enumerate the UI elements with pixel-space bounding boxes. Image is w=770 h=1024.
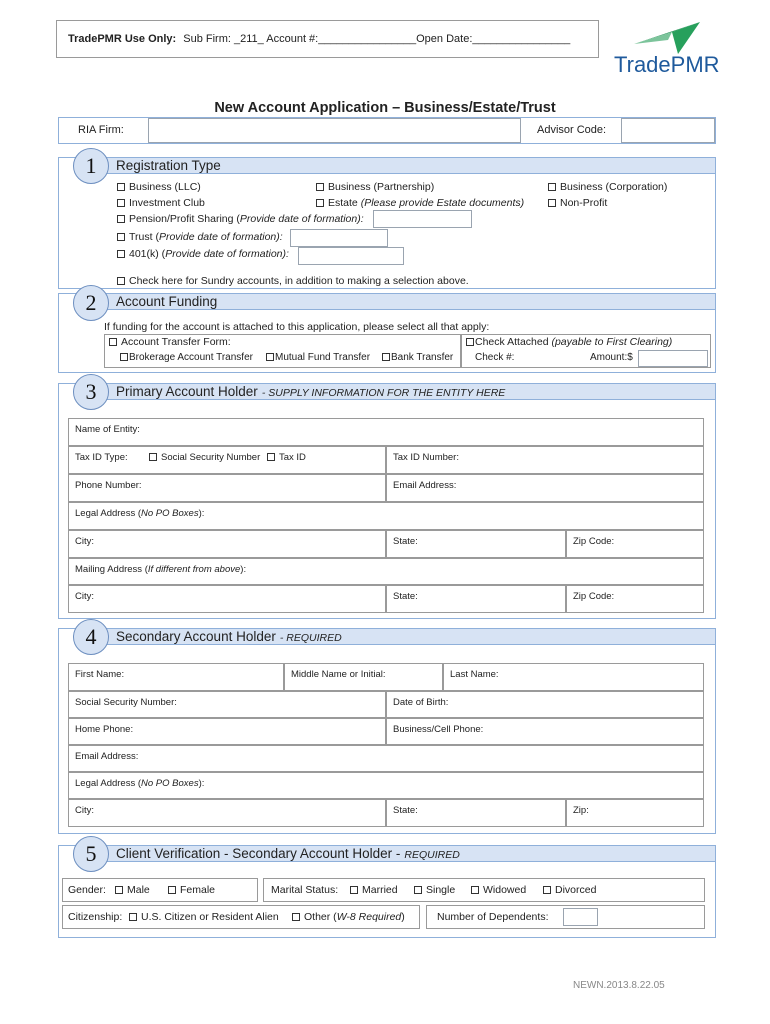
trust-checkbox[interactable]: [117, 233, 125, 241]
sundry-checkbox[interactable]: [117, 277, 125, 285]
logo-pmr: PMR: [670, 52, 720, 77]
sec-ssn-label: Social Security Number:: [75, 697, 177, 708]
city-cell[interactable]: [68, 530, 386, 558]
opt-trust[interactable]: [117, 231, 283, 243]
amount-field[interactable]: [638, 350, 708, 367]
ria-firm-field[interactable]: [148, 118, 521, 143]
sec-ssn-cell[interactable]: [68, 691, 386, 718]
zip-label: Zip Code:: [573, 536, 615, 547]
investment-club-checkbox[interactable]: [117, 199, 125, 207]
state-cell[interactable]: [386, 530, 566, 558]
tax-id-checkbox[interactable]: [267, 453, 275, 461]
opt-llc[interactable]: [117, 181, 201, 193]
opt-pension[interactable]: [117, 213, 364, 225]
sec-zip-label: Zip:: [573, 805, 589, 816]
state-label: State:: [393, 536, 418, 547]
legal-address-end: ):: [198, 508, 205, 519]
opt-other[interactable]: [292, 911, 405, 923]
ria-firm-label: RIA Firm:: [78, 124, 124, 136]
section3-number: 3: [73, 374, 109, 410]
tradepmr-logo-mark: [632, 20, 702, 56]
middle-name-cell[interactable]: [284, 663, 443, 691]
entity-name-label: Name of Entity:: [75, 424, 140, 435]
city2-cell[interactable]: [68, 585, 386, 613]
us-citizen-checkbox[interactable]: [129, 913, 137, 921]
sec-legal-note: No PO Boxes: [141, 778, 199, 789]
male-label: Male: [127, 884, 150, 896]
partnership-label: Business (Partnership): [328, 181, 435, 193]
sec-state-cell[interactable]: [386, 799, 566, 827]
opt-mutual-fund[interactable]: [266, 352, 370, 363]
last-name-cell[interactable]: [443, 663, 704, 691]
section5-title: [116, 846, 460, 861]
k401-note: Provide date of formation):: [165, 248, 289, 260]
tax-id-number-cell[interactable]: [386, 446, 704, 474]
mailing-address-cell[interactable]: [68, 558, 704, 585]
tax-id-type-cell: [68, 446, 386, 474]
amount-label: Amount:$: [590, 352, 633, 363]
sec-legal-address-label: [75, 778, 204, 789]
tax-id-type-label: Tax ID Type:: [75, 452, 128, 463]
sec-zip-cell[interactable]: [566, 799, 704, 827]
llc-label: Business (LLC): [129, 181, 201, 193]
dob-label: Date of Birth:: [393, 697, 449, 708]
opt-corporation[interactable]: [548, 181, 667, 193]
email-label: Email Address:: [393, 480, 457, 491]
opt-check-attached[interactable]: [466, 336, 672, 348]
brokerage-label: Brokerage Account Transfer: [129, 352, 253, 363]
last-name-label: Last Name:: [450, 669, 499, 680]
section1-title: Registration Type: [116, 158, 221, 173]
cell-phone-cell[interactable]: [386, 718, 704, 745]
mailing-address-label: [75, 564, 246, 575]
check-attached-label: Check Attached: [475, 336, 549, 348]
us-citizen-label: U.S. Citizen or Resident Alien: [141, 911, 279, 923]
opt-tax-id[interactable]: [267, 452, 306, 463]
phone-cell[interactable]: [68, 474, 386, 502]
opt-ssn[interactable]: [149, 452, 260, 463]
use-only-label: TradePMR Use Only:: [68, 33, 177, 45]
sundry-label: Check here for Sundry accounts, in addition to making a selection above.: [129, 275, 469, 287]
sub-firm-label: Sub Firm:: [183, 33, 231, 45]
section2-title: Account Funding: [116, 294, 218, 309]
advisor-code-label: Advisor Code:: [537, 124, 607, 136]
opt-divorced[interactable]: [543, 884, 596, 896]
open-date-label: Open Date:: [416, 33, 473, 45]
legal-address-cell[interactable]: [68, 502, 704, 530]
legal-address-text: Legal Address (: [75, 508, 142, 519]
dob-cell[interactable]: [386, 691, 704, 718]
pension-label: Pension/Profit Sharing (: [129, 213, 240, 225]
sec-email-cell[interactable]: [68, 745, 704, 772]
section3-subtitle: - SUPPLY INFORMATION FOR THE ENTITY HERE: [261, 387, 506, 399]
pension-note: Provide date of formation):: [239, 213, 364, 225]
estate-checkbox[interactable]: [316, 199, 324, 207]
tax-id-number-label: Tax ID Number:: [393, 452, 459, 463]
sec-legal-address-cell[interactable]: [68, 772, 704, 799]
opt-single[interactable]: [414, 884, 455, 896]
tradepmr-logo-text: [614, 52, 720, 78]
transfer-form-checkbox[interactable]: [109, 338, 117, 346]
brokerage-checkbox[interactable]: [120, 353, 128, 361]
opt-widowed[interactable]: [471, 884, 526, 896]
ssn-label: Social Security Number: [161, 452, 261, 463]
zip-cell[interactable]: [566, 530, 704, 558]
sec-legal-end: ):: [198, 778, 205, 789]
zip2-cell[interactable]: [566, 585, 704, 613]
opt-sundry[interactable]: [117, 275, 469, 287]
logo-trade: Trade: [614, 52, 671, 77]
opt-401k[interactable]: [117, 248, 289, 260]
opt-us-citizen[interactable]: [129, 911, 279, 923]
opt-estate[interactable]: [316, 197, 524, 209]
k401-checkbox[interactable]: [117, 250, 125, 258]
city-label: City:: [75, 536, 94, 547]
transfer-form-label: Account Transfer Form:: [121, 336, 231, 348]
trust-label: Trust (: [129, 231, 159, 243]
bank-checkbox[interactable]: [382, 353, 390, 361]
tax-id-label: Tax ID: [279, 452, 306, 463]
other-checkbox[interactable]: [292, 913, 300, 921]
city2-label: City:: [75, 591, 94, 602]
pension-checkbox[interactable]: [117, 215, 125, 223]
opt-male[interactable]: [115, 884, 150, 896]
dependents-field[interactable]: [563, 908, 598, 926]
opt-bank[interactable]: [382, 352, 453, 363]
opt-transfer-form[interactable]: [109, 336, 231, 348]
section2-number: 2: [73, 285, 109, 321]
corporation-checkbox[interactable]: [548, 183, 556, 191]
tradepmr-use-only-line: [68, 33, 570, 45]
marital-label: Marital Status:: [271, 884, 339, 896]
pension-date-field[interactable]: [373, 210, 472, 228]
check-attached-note: (payable to First Clearing): [551, 336, 673, 348]
dependents-label: Number of Dependents:: [437, 911, 549, 923]
open-date-field[interactable]: ________________: [472, 33, 571, 45]
sec-legal-text: Legal Address (: [75, 778, 142, 789]
corporation-label: Business (Corporation): [560, 181, 668, 193]
section1-number: 1: [73, 148, 109, 184]
married-checkbox[interactable]: [350, 886, 358, 894]
opt-female[interactable]: [168, 884, 215, 896]
ssn-checkbox[interactable]: [149, 453, 157, 461]
partnership-checkbox[interactable]: [316, 183, 324, 191]
sec-city-cell[interactable]: [68, 799, 386, 827]
mailing-text: Mailing Address (: [75, 564, 148, 575]
form-code: NEWN.2013.8.22.05: [573, 980, 665, 991]
mutual-fund-label: Mutual Fund Transfer: [275, 352, 371, 363]
section4-number: 4: [73, 619, 109, 655]
zip2-label: Zip Code:: [573, 591, 615, 602]
advisor-code-field[interactable]: [621, 118, 715, 143]
other-note: W-8 Required: [336, 911, 402, 923]
section5-title-text: Client Verification - Secondary Account Holder -: [116, 846, 401, 861]
widowed-label: Widowed: [483, 884, 527, 896]
sec-email-label: Email Address:: [75, 751, 139, 762]
bank-label: Bank Transfer: [391, 352, 454, 363]
check-number-field[interactable]: [517, 350, 587, 366]
opt-married[interactable]: [350, 884, 398, 896]
section4-subtitle: - REQUIRED: [279, 632, 342, 644]
section4-title-text: Secondary Account Holder: [116, 629, 276, 644]
phone-label: Phone Number:: [75, 480, 142, 491]
sub-firm-value[interactable]: _211_: [234, 33, 264, 45]
divorced-label: Divorced: [555, 884, 597, 896]
opt-brokerage[interactable]: [120, 352, 253, 363]
state2-label: State:: [393, 591, 418, 602]
k401-label: 401(k) (: [129, 248, 166, 260]
gender-label: Gender:: [68, 884, 106, 896]
single-label: Single: [426, 884, 456, 896]
sec-state-label: State:: [393, 805, 418, 816]
k401-date-field[interactable]: [298, 247, 404, 265]
mailing-note: If different from above: [147, 564, 241, 575]
widowed-checkbox[interactable]: [471, 886, 479, 894]
opt-non-profit[interactable]: [548, 197, 607, 209]
other-label: Other (: [304, 911, 337, 923]
page-title: New Account Application – Business/Estate/Trust: [214, 100, 556, 116]
mutual-fund-checkbox[interactable]: [266, 353, 274, 361]
divorced-checkbox[interactable]: [543, 886, 551, 894]
section5-subtitle: REQUIRED: [404, 849, 460, 861]
female-label: Female: [180, 884, 216, 896]
home-phone-cell[interactable]: [68, 718, 386, 745]
opt-partnership[interactable]: [316, 181, 434, 193]
male-checkbox[interactable]: [115, 886, 123, 894]
mailing-end: ):: [240, 564, 247, 575]
non-profit-label: Non-Profit: [560, 197, 608, 209]
funding-intro: If funding for the account is attached to this application, please select all that apply:: [104, 321, 490, 333]
section3-title-text: Primary Account Holder: [116, 384, 258, 399]
section4-title: [116, 629, 342, 644]
non-profit-checkbox[interactable]: [548, 199, 556, 207]
section5-number: 5: [73, 836, 109, 872]
check-number-label: Check #:: [475, 352, 515, 363]
state2-cell[interactable]: [386, 585, 566, 613]
email-cell[interactable]: [386, 474, 704, 502]
first-name-label: First Name:: [75, 669, 125, 680]
estate-note: (Please provide Estate documents): [360, 197, 525, 209]
legal-address-label: [75, 508, 204, 519]
entity-name-cell[interactable]: [68, 418, 704, 446]
sec-city-label: City:: [75, 805, 94, 816]
account-field[interactable]: ________________: [318, 33, 417, 45]
trust-note: Provide date of formation):: [158, 231, 283, 243]
section3-title: [116, 384, 505, 399]
middle-name-label: Middle Name or Initial:: [291, 669, 386, 680]
trust-date-field[interactable]: [290, 229, 388, 247]
married-label: Married: [362, 884, 398, 896]
estate-label: Estate: [328, 197, 358, 209]
citizenship-label: Citizenship:: [68, 911, 123, 923]
legal-address-note: No PO Boxes: [141, 508, 199, 519]
investment-club-label: Investment Club: [129, 197, 205, 209]
opt-investment-club[interactable]: [117, 197, 205, 209]
first-name-cell[interactable]: [68, 663, 284, 691]
account-label: Account #:: [266, 33, 319, 45]
female-checkbox[interactable]: [168, 886, 176, 894]
llc-checkbox[interactable]: [117, 183, 125, 191]
cell-phone-label: Business/Cell Phone:: [393, 724, 484, 735]
single-checkbox[interactable]: [414, 886, 422, 894]
check-attached-checkbox[interactable]: [466, 338, 474, 346]
home-phone-label: Home Phone:: [75, 724, 134, 735]
other-end: ): [401, 911, 405, 923]
